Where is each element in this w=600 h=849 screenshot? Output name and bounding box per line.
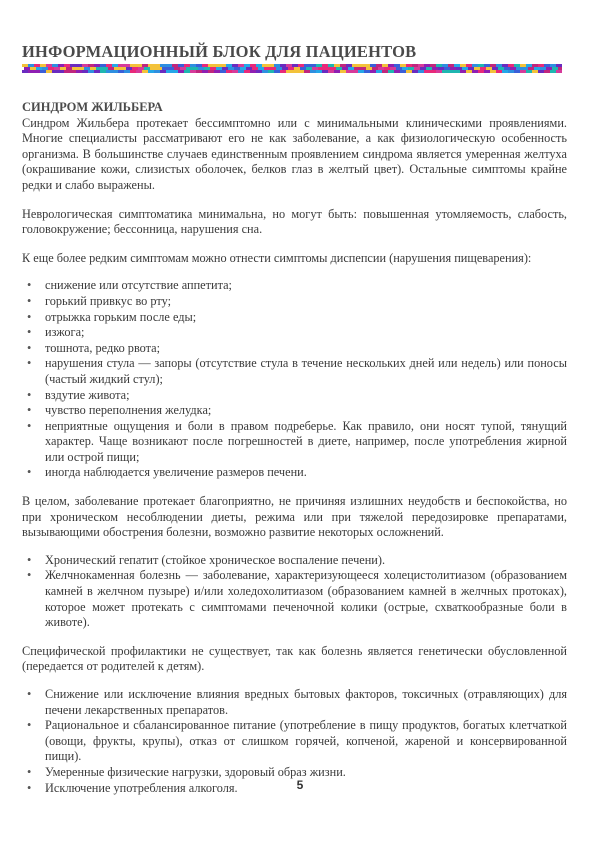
band-tile: [72, 67, 79, 70]
band-tile: [48, 67, 55, 70]
band-tile: [222, 67, 229, 70]
band-tile: [408, 67, 415, 70]
band-tile: [378, 67, 385, 70]
band-tile: [34, 70, 41, 73]
band-tile: [466, 70, 473, 73]
band-tile: [298, 70, 305, 73]
band-tile: [334, 64, 341, 67]
band-tile: [520, 64, 527, 67]
list-item: • чувство переполнения желудка;: [22, 403, 567, 419]
band-tile: [498, 67, 505, 70]
band-tile: [30, 67, 37, 70]
band-tile: [172, 70, 179, 73]
band-tile: [544, 64, 551, 67]
band-tile: [124, 64, 131, 67]
dyspepsia-intro-paragraph: К еще более редким симптомам можно отнести симптомы диспепсии (нарушения пищеварения):: [22, 250, 532, 265]
band-tile: [372, 67, 379, 70]
complications-list: [22, 553, 567, 631]
band-tile: [480, 67, 487, 70]
band-tile: [442, 70, 449, 73]
band-tile: [244, 64, 251, 67]
band-tile: [142, 64, 149, 67]
band-tile: [76, 70, 83, 73]
list-item: • отрыжка горьким после еды;: [22, 310, 567, 326]
band-tile: [96, 67, 103, 70]
band-tile: [376, 64, 383, 67]
band-tile: [400, 70, 407, 73]
band-tile: [310, 70, 317, 73]
band-tile: [456, 67, 463, 70]
band-tile: [196, 70, 203, 73]
band-tile: [442, 64, 449, 67]
band-tile: [208, 70, 215, 73]
band-tile: [46, 64, 53, 67]
band-tile: [166, 64, 173, 67]
band-tile: [220, 70, 227, 73]
band-tile: [334, 70, 341, 73]
band-tile: [358, 64, 365, 67]
band-tile: [274, 70, 281, 73]
band-tile: [534, 67, 541, 70]
band-tile: [558, 67, 562, 70]
band-tile: [264, 67, 271, 70]
band-tile: [426, 67, 433, 70]
band-tile: [160, 70, 167, 73]
band-tile: [448, 70, 455, 73]
band-tile: [532, 70, 539, 73]
list-item: • Рациональное и сбалансированное питание (употребление в пищу продуктов, богатых клетчаткой (овощи, фрукты, крупы), отказ от слишком горячей, копченой, жареной и консервированной пищи).: [22, 718, 567, 765]
band-tile: [306, 67, 313, 70]
list-item: • иногда наблюдается увеличение размеров печени.: [22, 465, 567, 481]
band-tile: [268, 64, 275, 67]
band-tile: [292, 64, 299, 67]
band-tile: [60, 67, 67, 70]
band-tile: [342, 67, 349, 70]
band-tile: [118, 70, 125, 73]
band-tile: [40, 70, 47, 73]
decorative-color-band: [22, 64, 562, 73]
band-tile: [370, 70, 377, 73]
band-tile: [556, 64, 562, 67]
band-tile: [204, 67, 211, 70]
band-tile: [136, 70, 143, 73]
band-tile: [316, 70, 323, 73]
band-tile: [70, 70, 77, 73]
band-tile: [298, 64, 305, 67]
band-tile: [478, 64, 485, 67]
band-tile: [112, 70, 119, 73]
band-tile: [258, 67, 265, 70]
band-tile: [214, 64, 221, 67]
band-tile: [52, 70, 59, 73]
band-tile: [412, 64, 419, 67]
band-tile: [66, 67, 73, 70]
band-tile: [504, 67, 511, 70]
band-tile: [486, 67, 493, 70]
band-tile: [436, 64, 443, 67]
band-tile: [112, 64, 119, 67]
band-tile: [424, 70, 431, 73]
band-tile: [340, 70, 347, 73]
band-tile: [414, 67, 421, 70]
band-tile: [484, 70, 491, 73]
band-tile: [412, 70, 419, 73]
band-tile: [208, 64, 215, 67]
band-tile: [340, 64, 347, 67]
band-tile: [490, 64, 497, 67]
band-tile: [538, 64, 545, 67]
band-tile: [196, 64, 203, 67]
band-tile: [52, 64, 59, 67]
band-tile: [450, 67, 457, 70]
band-tile: [430, 64, 437, 67]
band-tile: [382, 64, 389, 67]
band-tile: [172, 64, 179, 67]
band-tile: [418, 70, 425, 73]
band-tile: [226, 70, 233, 73]
band-tile: [150, 67, 157, 70]
band-tile: [376, 70, 383, 73]
band-tile: [502, 70, 509, 73]
band-tile: [214, 70, 221, 73]
band-tile: [280, 70, 287, 73]
neuro-paragraph: Неврологическая симптоматика минимальна, но могут быть: повышенная утомляемость, слабость, головокружение; бессонница, нарушения сна.: [22, 206, 567, 237]
band-tile: [262, 70, 269, 73]
list-item: • Хронический гепатит (стойкое хроническое воспаление печени).: [22, 553, 567, 569]
band-tile: [360, 67, 367, 70]
band-tile: [64, 70, 71, 73]
band-tile: [148, 70, 155, 73]
band-tile: [108, 67, 115, 70]
band-tile: [474, 67, 481, 70]
band-tile: [178, 64, 185, 67]
band-tile: [520, 70, 527, 73]
band-tile: [528, 67, 535, 70]
band-tile: [502, 64, 509, 67]
band-tile: [100, 64, 107, 67]
band-tile: [250, 64, 257, 67]
band-tile: [514, 70, 521, 73]
band-tile: [556, 70, 562, 73]
band-tile: [280, 64, 287, 67]
band-tile: [532, 64, 539, 67]
band-tile: [28, 64, 35, 67]
band-tile: [478, 70, 485, 73]
band-tile: [346, 70, 353, 73]
band-tile: [76, 64, 83, 67]
band-tile: [328, 70, 335, 73]
band-tile: [286, 64, 293, 67]
band-tile: [384, 67, 391, 70]
band-tile: [220, 64, 227, 67]
band-tile: [90, 67, 97, 70]
band-tile: [178, 70, 185, 73]
band-tile: [70, 64, 77, 67]
section-title: СИНДРОМ ЖИЛЬБЕРА: [22, 100, 163, 114]
band-tile: [292, 70, 299, 73]
band-tile: [232, 64, 239, 67]
list-item: • Снижение или исключение влияния вредных бытовых факторов, токсичных (отравляющих) для печени лекарственных препаратов.: [22, 687, 567, 718]
list-item: • изжога;: [22, 325, 567, 341]
band-tile: [192, 67, 199, 70]
band-tile: [142, 70, 149, 73]
band-tile: [234, 67, 241, 70]
band-tile: [232, 70, 239, 73]
band-tile: [202, 64, 209, 67]
band-tile: [186, 67, 193, 70]
band-tile: [382, 70, 389, 73]
band-tile: [156, 67, 163, 70]
band-tile: [310, 64, 317, 67]
band-tile: [304, 70, 311, 73]
band-tile: [454, 70, 461, 73]
band-tile: [42, 67, 49, 70]
band-tile: [336, 67, 343, 70]
band-tile: [364, 70, 371, 73]
band-tile: [46, 70, 53, 73]
main-content: [22, 100, 567, 796]
band-tile: [34, 64, 41, 67]
band-tile: [54, 67, 61, 70]
band-tile: [132, 67, 139, 70]
band-tile: [256, 70, 263, 73]
list-item: • тошнота, редко рвота;: [22, 341, 567, 357]
band-tile: [316, 64, 323, 67]
band-tile: [252, 67, 259, 70]
band-tile: [508, 64, 515, 67]
band-tile: [514, 64, 521, 67]
band-tile: [490, 70, 497, 73]
band-tile: [322, 64, 329, 67]
band-tile: [354, 67, 361, 70]
band-tile: [390, 67, 397, 70]
band-tile: [396, 67, 403, 70]
list-item: • Желчнокаменная болезнь — заболевание, характеризующееся холецистолитиазом (образованием камней в желчном пузыре) и/или холедохолитиазом (образованием камней в желчных протоках), которое может протекать с симптомами печеночной колики (острые, схваткообразные боли в животе).: [22, 568, 567, 630]
band-tile: [82, 70, 89, 73]
color-band-graphic: [22, 64, 562, 73]
prevention-paragraph: Специфической профилактики не существует, так как болезнь является генетически обусловленной (передается от родителей к детям).: [22, 643, 567, 674]
band-tile: [216, 67, 223, 70]
band-tile: [40, 64, 47, 67]
band-tile: [370, 64, 377, 67]
band-tile: [100, 70, 107, 73]
band-tile: [538, 70, 545, 73]
band-tile: [166, 70, 173, 73]
band-tile: [78, 67, 85, 70]
band-tile: [262, 64, 269, 67]
band-tile: [88, 64, 95, 67]
band-tile: [226, 64, 233, 67]
band-tile: [550, 70, 557, 73]
band-tile: [454, 64, 461, 67]
band-tile: [406, 64, 413, 67]
band-tile: [84, 67, 91, 70]
band-tile: [228, 67, 235, 70]
band-tile: [516, 67, 523, 70]
intro-paragraph: Синдром Жильбера протекает бессимптомно или с минимальными клиническими проявлениями. Многие специалисты рассматривают его не как заболевание, а как физиологическую особенность организма. В большинстве случаев единственным проявлением синдрома является умеренная желтуха (окрашивание кожи, слизистых оболочек, белков глаз в желтый цвет). Остальные симптомы крайне редки и слабо выражены.: [22, 115, 567, 192]
band-tile: [394, 70, 401, 73]
band-tile: [550, 64, 557, 67]
band-tile: [402, 67, 409, 70]
band-tile: [106, 64, 113, 67]
band-tile: [24, 67, 31, 70]
band-tile: [162, 67, 169, 70]
band-tile: [540, 67, 547, 70]
list-item: • вздутие живота;: [22, 388, 567, 404]
band-tile: [246, 67, 253, 70]
band-tile: [174, 67, 181, 70]
band-tile: [144, 67, 151, 70]
band-tile: [184, 64, 191, 67]
band-tile: [462, 67, 469, 70]
band-tile: [366, 67, 373, 70]
band-tile: [300, 67, 307, 70]
band-tile: [64, 64, 71, 67]
band-tile: [544, 70, 551, 73]
band-tile: [126, 67, 133, 70]
band-tile: [436, 70, 443, 73]
band-tile: [526, 64, 533, 67]
band-tile: [198, 67, 205, 70]
band-tile: [496, 64, 503, 67]
band-tile: [318, 67, 325, 70]
list-item: • неприятные ощущения и боли в правом подреберье. Как правило, они носят тупой, тянущий характер. Чаще возникают после погрешностей в диете, например, после употребления жирной или острой пищи;: [22, 419, 567, 466]
list-item: • Умеренные физические нагрузки, здоровый образ жизни.: [22, 765, 567, 781]
band-tile: [312, 67, 319, 70]
band-tile: [468, 67, 475, 70]
band-tile: [432, 67, 439, 70]
band-tile: [400, 64, 407, 67]
band-tile: [190, 70, 197, 73]
page-number: 5: [296, 778, 304, 792]
band-tile: [510, 67, 517, 70]
band-tile: [58, 70, 65, 73]
band-tile: [364, 64, 371, 67]
band-tile: [28, 70, 35, 73]
band-tile: [444, 67, 451, 70]
band-tile: [484, 64, 491, 67]
band-tile: [526, 70, 533, 73]
band-tile: [330, 67, 337, 70]
course-paragraph: В целом, заболевание протекает благоприятно, не причиняя излишних неудобств и беспокойства, но при хроническом несоблюдении диеты, режима или при тяжелой передозировке препаратами, вызывающими обострения болезни, возможно развитие некоторых осложнений.: [22, 494, 567, 540]
band-tile: [508, 70, 515, 73]
band-tile: [114, 67, 121, 70]
band-tile: [120, 67, 127, 70]
band-tile: [466, 64, 473, 67]
band-tile: [304, 64, 311, 67]
band-tile: [546, 67, 553, 70]
band-tile: [420, 67, 427, 70]
band-tile: [130, 70, 137, 73]
band-tile: [346, 64, 353, 67]
band-tile: [348, 67, 355, 70]
band-tile: [388, 64, 395, 67]
band-tile: [460, 64, 467, 67]
band-tile: [460, 70, 467, 73]
band-tile: [190, 64, 197, 67]
band-tile: [424, 64, 431, 67]
band-tile: [250, 70, 257, 73]
list-item: • нарушения стула — запоры (отсутствие стула в течение нескольких дней или недель) или поносы (частый жидкий стул);: [22, 356, 567, 387]
band-tile: [406, 70, 413, 73]
band-tile: [154, 70, 161, 73]
band-tile: [472, 64, 479, 67]
band-tile: [358, 70, 365, 73]
band-tile: [154, 64, 161, 67]
band-tile: [238, 70, 245, 73]
band-tile: [94, 64, 101, 67]
band-tile: [168, 67, 175, 70]
band-tile: [36, 67, 43, 70]
band-tile: [448, 64, 455, 67]
band-tile: [552, 67, 559, 70]
band-tile: [102, 67, 109, 70]
band-tile: [136, 64, 143, 67]
band-tile: [160, 64, 167, 67]
band-tile: [118, 64, 125, 67]
band-tile: [324, 67, 331, 70]
band-tile: [240, 67, 247, 70]
band-tile: [256, 64, 263, 67]
band-tile: [430, 70, 437, 73]
band-tile: [276, 67, 283, 70]
band-tile: [210, 67, 217, 70]
band-tile: [352, 64, 359, 67]
band-tile: [130, 64, 137, 67]
band-tile: [202, 70, 209, 73]
band-tile: [244, 70, 251, 73]
band-tile: [82, 64, 89, 67]
list-item: • Исключение употребления алкоголя.: [22, 781, 567, 797]
dyspepsia-list: [22, 278, 567, 481]
band-tile: [352, 70, 359, 73]
band-tile: [472, 70, 479, 73]
band-tile: [88, 70, 95, 73]
band-tile: [94, 70, 101, 73]
band-tile: [22, 64, 29, 67]
list-item: • снижение или отсутствие аппетита;: [22, 278, 567, 294]
band-tile: [148, 64, 155, 67]
band-tile: [288, 67, 295, 70]
band-tile: [238, 64, 245, 67]
band-tile: [22, 70, 29, 73]
band-tile: [286, 70, 293, 73]
band-tile: [328, 64, 335, 67]
band-tile: [180, 67, 187, 70]
band-tile: [496, 70, 503, 73]
band-tile: [492, 67, 499, 70]
band-tile: [58, 64, 65, 67]
band-tile: [522, 67, 529, 70]
band-tile: [418, 64, 425, 67]
band-tile: [294, 67, 301, 70]
band-tile: [274, 64, 281, 67]
band-tile: [270, 67, 277, 70]
band-tile: [282, 67, 289, 70]
list-item: • горький привкус во рту;: [22, 294, 567, 310]
header-title: ИНФОРМАЦИОННЫЙ БЛОК ДЛЯ ПАЦИЕНТОВ: [22, 42, 417, 61]
band-tile: [138, 67, 145, 70]
band-tile: [106, 70, 113, 73]
band-tile: [438, 67, 445, 70]
band-tile: [394, 64, 401, 67]
band-tile: [184, 70, 191, 73]
band-tile: [322, 70, 329, 73]
band-tile: [124, 70, 131, 73]
band-tile: [268, 70, 275, 73]
band-tile: [388, 70, 395, 73]
